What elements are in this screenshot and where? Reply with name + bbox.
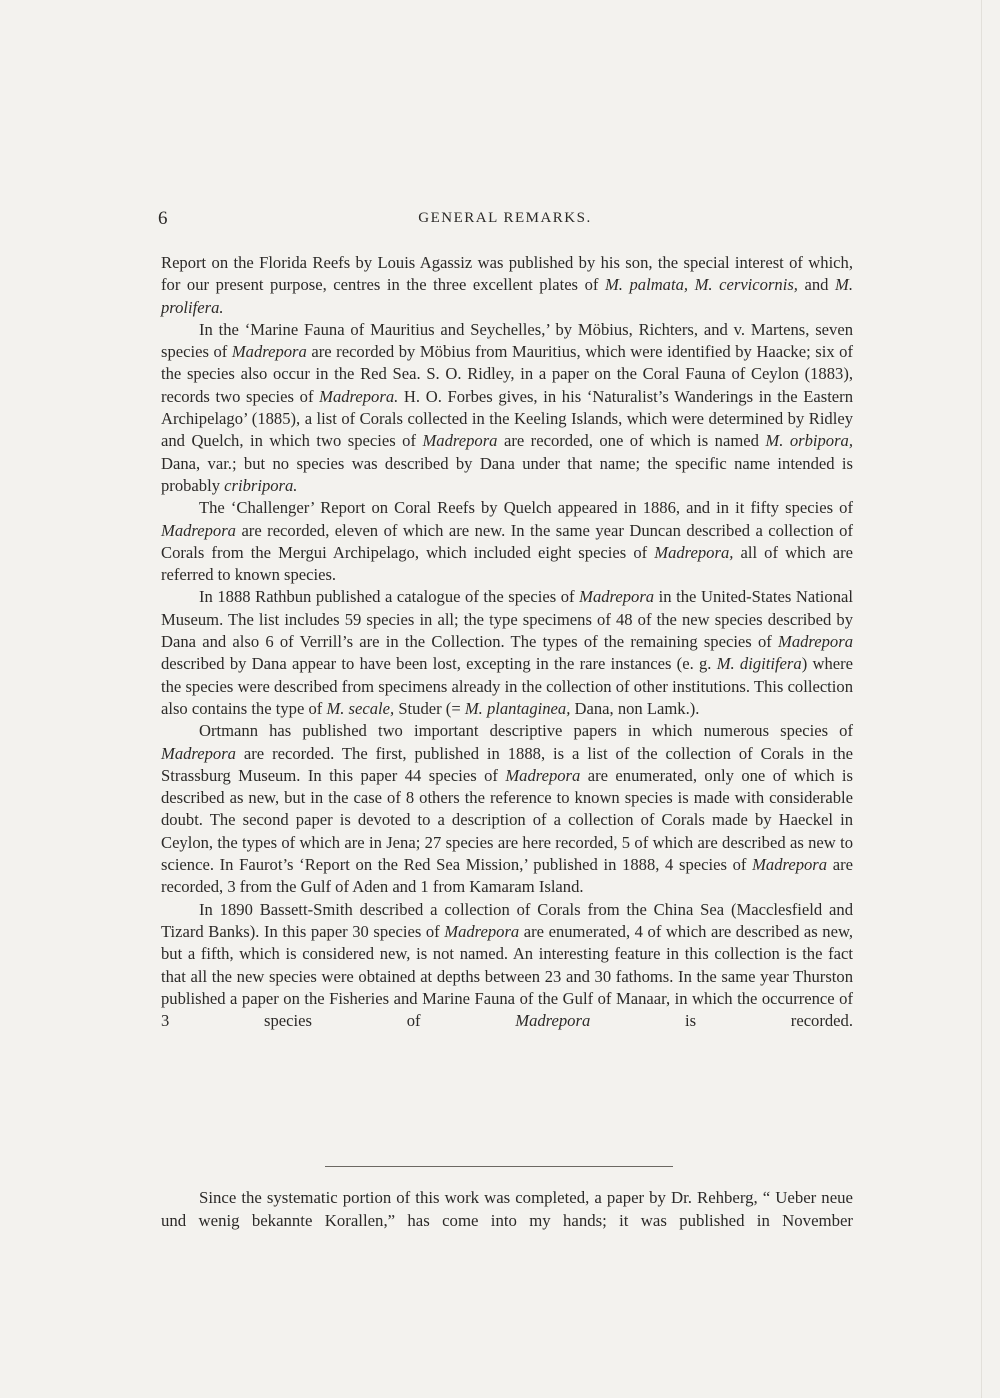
- text-run: all of which are referred to known species.: [161, 542, 854, 585]
- italic-text-run: Madrepora: [161, 743, 236, 763]
- text-run: are enumerated, 4 of which are described as new, but a fifth, which is considered new, is not named. An interesting feature in this collection is the fact that all the new species were obtained at depths between 23 and 30 fathoms. In the same year Thurston published a paper on the Fisheries and Marine Fauna of the Gulf of Manaar, in which the occurrence of 3 species of: [161, 921, 854, 1031]
- page-edge: [981, 0, 982, 1398]
- italic-text-run: M. palmata, M. cervicornis,: [604, 275, 798, 295]
- italic-text-run: Madrepora: [579, 587, 655, 607]
- text-run: described by Dana appear to have been lost, excepting in the rare instances (e. g.: [161, 654, 717, 674]
- text-run: and: [797, 275, 836, 295]
- italic-text-run: Madrepora,: [654, 542, 734, 562]
- text-run: are recorded. The first, published in 1888, is a list of the collection of Corals in the Strassburg Museum. In this paper 44 species of: [161, 743, 853, 785]
- page-number: 6: [158, 208, 168, 229]
- paragraph: [161, 319, 853, 497]
- paragraph: [161, 252, 853, 319]
- italic-text-run: Madrepora: [231, 342, 307, 362]
- italic-text-run: M. plantaginea,: [464, 698, 571, 718]
- italic-text-run: M. digitifera: [716, 654, 802, 674]
- text-run: is recorded.: [590, 1011, 853, 1031]
- italic-text-run: M. prolifera.: [161, 275, 853, 317]
- text-run: Ortmann has published two important descriptive papers in which numerous species of: [199, 721, 853, 741]
- italic-text-run: cribripora.: [224, 475, 298, 495]
- footnote-text: Since the systematic portion of this work was completed, a paper by Dr. Rehberg, “ Ueber neue und wenig bekannte Korallen,” has come into my hands; it was published in November: [161, 1188, 853, 1230]
- text-run: ) where the species were described from specimens already in the collection of other institutions. This collection also contains the type of: [161, 654, 854, 718]
- text-run: Studer (=: [394, 698, 465, 718]
- paragraph: [161, 497, 853, 586]
- italic-text-run: Madrepora.: [319, 386, 399, 406]
- italic-text-run: Madrepora: [505, 765, 581, 785]
- body-text: [161, 252, 853, 1032]
- text-run: The ‘Challenger’ Report on Coral Reefs by Quelch appeared in 1886, and in it fifty species of: [199, 498, 853, 518]
- text-run: Dana, non Lamk.).: [570, 698, 700, 718]
- footnote-divider: [325, 1166, 673, 1167]
- text-run: are enumerated, only one of which is described as new, but in the case of 8 others the reference to known species is made with considerable doubt. The second paper is devoted to a description of a collection of Corals made by Haeckel in Ceylon, the types of which are in Jena; 27 species are here recorded, 5 of which are described as new to science. In Faurot’s ‘Report on the Red Sea Mission,’ published in 1888, 4 species of: [161, 765, 853, 875]
- italic-text-run: Madrepora: [161, 520, 236, 540]
- italic-text-run: M. orbipora,: [765, 431, 854, 451]
- running-head: GENERAL REMARKS.: [418, 210, 592, 226]
- text-run: Dana, var.; but no species was described by Dana under that name; the specific name intended is probably: [161, 453, 853, 495]
- text-run: In 1890 Bassett-Smith described a collection of Corals from the China Sea (Macclesfield and Tizard Banks). In this paper 30 species of: [161, 899, 853, 941]
- italic-text-run: Madrepora: [752, 855, 828, 875]
- text-run: are recorded by Möbius from Mauritius, which were identified by Haacke; six of the species also occur in the Red Sea. S. O. Ridley, in a paper on the Coral Fauna of Ceylon (1883), records two species of: [161, 342, 853, 406]
- footnote: [161, 1186, 853, 1232]
- page-header: [158, 208, 852, 234]
- text-run: Report on the Florida Reefs by Louis Agassiz was published by his son, the special interest of which, for our present purpose, centres in the three excellent plates of: [161, 253, 853, 295]
- text-run: in the United-States National Museum. The list includes 59 species in all; the type specimens of 48 of the new species described by Dana and also 6 of Verrill’s are in the Collection. The types of the remaining species of: [161, 587, 853, 652]
- text-run: In 1888 Rathbun published a catalogue of the species of: [199, 587, 580, 607]
- text-run: are recorded, eleven of which are new. In the same year Duncan described a collection of Corals from the Mergui Archipelago, which included eight species of: [161, 520, 853, 562]
- paragraph: [161, 586, 853, 720]
- italic-text-run: Madrepora: [422, 431, 498, 451]
- text-run: H. O. Forbes gives, in his ‘Naturalist’s Wanderings in the Eastern Archipelago’ (1885), a list of Corals collected in the Keeling Islands, which were determined by Ridley and Quelch, in which two species of: [161, 386, 853, 451]
- text-run: are recorded, 3 from the Gulf of Aden and 1 from Kamaram Island.: [161, 855, 853, 897]
- italic-text-run: Madrepora: [444, 921, 520, 941]
- italic-text-run: M. secale,: [326, 698, 395, 718]
- text-run: are recorded, one of which is named: [497, 431, 766, 451]
- italic-text-run: Madrepora: [778, 632, 853, 652]
- italic-text-run: Madrepora: [515, 1011, 591, 1031]
- text-run: In the ‘Marine Fauna of Mauritius and Seychelles,’ by Möbius, Richters, and v. Martens, seven species of: [161, 319, 853, 362]
- paragraph: [161, 720, 853, 898]
- paragraph: [161, 899, 853, 1033]
